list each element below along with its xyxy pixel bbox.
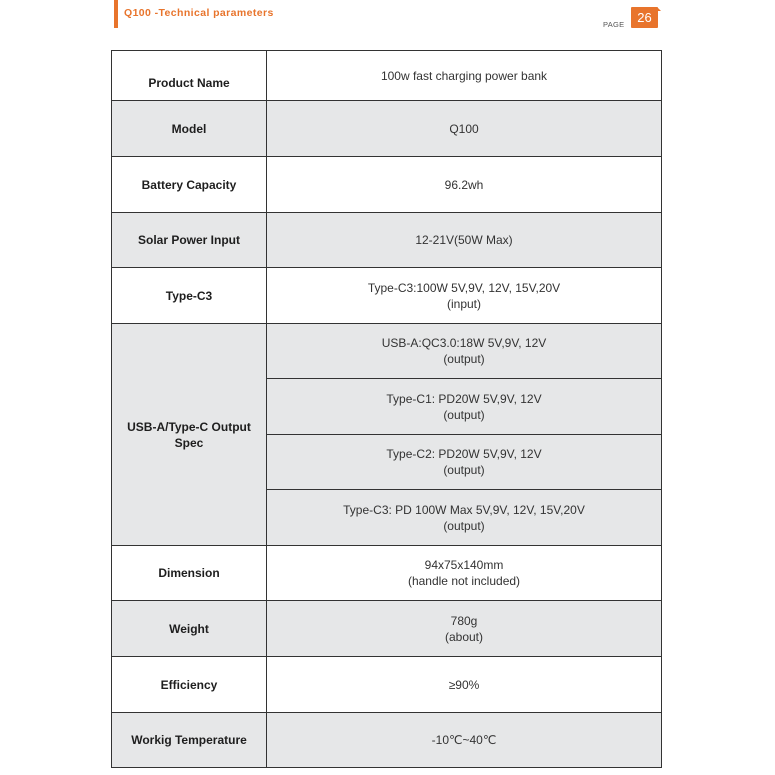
page-title: Q100 -Technical parameters	[124, 7, 274, 19]
solar-input-value: 12-21V(50W Max)	[267, 213, 662, 268]
output-spec-label-line1: USB-A/Type-C Output	[127, 419, 251, 434]
product-name-value: 100w fast charging power bank	[267, 51, 662, 101]
table-row-efficiency	[112, 657, 662, 713]
output-type-c3-line1: Type-C3: PD 100W Max 5V,9V, 12V, 15V,20V	[343, 502, 585, 517]
output-type-c3-value	[267, 490, 662, 546]
output-usb-a-line2: (output)	[443, 352, 485, 366]
output-type-c3-line2: (output)	[443, 518, 485, 533]
output-type-c2-line1: Type-C2: PD20W 5V,9V, 12V	[386, 447, 542, 461]
product-name-label: Product Name	[112, 51, 267, 101]
page-number-badge: 26	[631, 7, 658, 28]
table-row-product-name	[112, 51, 662, 101]
dimension-value-line2: (handle not included)	[407, 574, 521, 588]
type-c3-label: Type-C3	[112, 268, 267, 324]
battery-capacity-value: 96.2wh	[267, 157, 662, 213]
weight-label: Weight	[112, 601, 267, 657]
efficiency-value: ≥90%	[267, 657, 662, 713]
output-type-c1-value	[267, 379, 662, 435]
battery-capacity-label: Battery Capacity	[112, 157, 267, 213]
output-type-c1-line1: Type-C1: PD20W 5V,9V, 12V	[386, 391, 542, 406]
header-accent-bar	[114, 0, 118, 28]
output-spec-label-line2: Spec	[174, 435, 204, 450]
output-usb-a-line1: USB-A:QC3.0:18W 5V,9V, 12V	[381, 336, 547, 350]
dimension-value	[267, 546, 662, 601]
weight-value-line1: 780g	[450, 613, 478, 628]
type-c3-value-line2: (input)	[446, 296, 481, 311]
type-c3-value-line1: Type-C3:100W 5V,9V, 12V, 15V,20V	[367, 280, 561, 295]
page-label: PAGE	[603, 20, 625, 29]
table-row-model	[112, 101, 662, 157]
weight-value	[267, 601, 662, 657]
table-row-battery-capacity	[112, 157, 662, 213]
efficiency-label: Efficiency	[112, 657, 267, 713]
output-type-c2-line2: (output)	[443, 463, 485, 477]
type-c3-value	[267, 268, 662, 324]
table-row-weight	[112, 601, 662, 657]
table-row-temperature	[112, 713, 662, 768]
model-label: Model	[112, 101, 267, 157]
table-row-type-c3	[112, 268, 662, 324]
dimension-label: Dimension	[112, 546, 267, 601]
solar-input-label: Solar Power Input	[112, 213, 267, 268]
output-type-c1-line2: (output)	[443, 407, 485, 422]
table-row-output-usb-a	[112, 324, 662, 379]
temperature-label: Workig Temperature	[112, 713, 267, 768]
output-usb-a-value	[267, 324, 662, 379]
weight-value-line2: (about)	[444, 629, 484, 644]
table-row-dimension	[112, 546, 662, 601]
output-spec-label	[112, 324, 267, 546]
dimension-value-line1: 94x75x140mm	[424, 558, 504, 572]
model-value: Q100	[267, 101, 662, 157]
table-row-solar-input	[112, 213, 662, 268]
temperature-value: -10℃~40℃	[267, 713, 662, 768]
technical-parameters-table	[111, 50, 662, 768]
output-type-c2-value	[267, 435, 662, 490]
